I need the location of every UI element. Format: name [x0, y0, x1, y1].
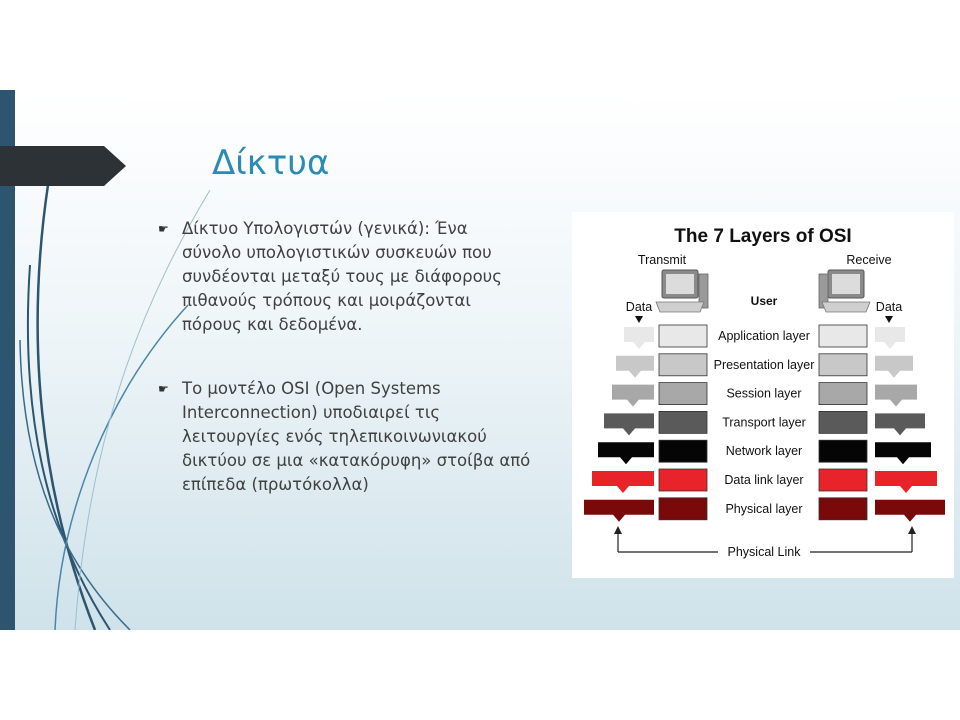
bullet-text: Δίκτυο Υπολογιστών (γενικά): Ένα σύνολο υπολογιστικών συσκευών που συνδέονται μεταξύ τους με διάφορους πιθανούς τρόπους και μοιράζονται πόρους και δεδομένα. [182, 219, 502, 334]
right-layer-block [819, 411, 867, 433]
osi-layer-row [584, 498, 945, 522]
left-layer-block [659, 354, 707, 376]
desktop-computer-icon [656, 270, 708, 312]
transmit-label: Transmit [637, 253, 687, 267]
right-data-tab [875, 385, 917, 407]
osi-layer-row [624, 325, 905, 349]
osi-layer-row [612, 383, 917, 407]
right-layer-block [819, 440, 867, 462]
right-layer-block [819, 325, 867, 347]
osi-layer-row [604, 411, 925, 435]
left-data-tab [592, 471, 654, 493]
left-layer-block [659, 383, 707, 405]
layer-name: Physical layer [725, 501, 803, 516]
right-data-tab [875, 442, 931, 464]
left-data-tab [604, 413, 654, 435]
bullet-list [158, 217, 558, 537]
right-layer-block [819, 469, 867, 491]
right-data-tab [875, 500, 945, 522]
layer-name: Presentation layer [713, 357, 815, 372]
osi-layer-row [592, 469, 937, 493]
title-arrow-shape [0, 146, 130, 186]
bullet-item [158, 377, 558, 497]
desktop-computer-icon [819, 270, 870, 312]
layer-name: Network layer [725, 444, 803, 459]
right-layer-block [819, 498, 867, 520]
left-layer-block [659, 498, 707, 520]
data-label-left: Data [625, 300, 653, 314]
osi-layer-row [616, 354, 913, 378]
left-layer-block [659, 469, 707, 491]
up-arrow-icon [908, 526, 916, 534]
right-data-tab [875, 471, 937, 493]
left-data-tab [598, 442, 654, 464]
osi-layers-figure [572, 212, 954, 578]
left-data-tab [584, 500, 654, 522]
right-pointing-hand-icon: ☛ [158, 222, 169, 236]
layer-name: Data link layer [724, 473, 804, 487]
up-arrow-icon [614, 526, 622, 534]
left-data-tab [616, 356, 654, 378]
right-layer-block [819, 354, 867, 376]
layer-name: Session layer [726, 386, 802, 401]
slide-title: Δίκτυα [212, 143, 330, 183]
left-data-tab [624, 327, 654, 349]
left-layer-block [659, 440, 707, 462]
left-data-tab [612, 385, 654, 407]
left-layer-block [659, 411, 707, 433]
user-label: User [750, 294, 778, 308]
osi-diagram [572, 212, 954, 578]
bullet-item [158, 217, 558, 337]
osi-figure-title: The 7 Layers of OSI [674, 226, 852, 247]
left-layer-block [659, 325, 707, 347]
down-arrow-icon [635, 316, 643, 323]
right-layer-block [819, 383, 867, 405]
osi-layer-row [598, 440, 931, 464]
right-pointing-hand-icon: ☛ [158, 382, 169, 396]
down-arrow-icon [885, 316, 893, 323]
right-data-tab [875, 327, 905, 349]
right-data-tab [875, 413, 925, 435]
right-data-tab [875, 356, 913, 378]
bullet-text: Το μοντέλο OSI (Open Systems Interconnection) υποδιαιρεί τις λειτουργίες ενός τηλεπικοινωνιακού δικτύου σε μια «κατακόρυφη» στοίβα από επίπεδα (πρωτόκολλα) [182, 379, 531, 494]
layer-name: Application layer [718, 329, 810, 343]
physical-link-label: Physical Link [727, 545, 801, 559]
slide [0, 90, 960, 630]
receive-label: Receive [846, 253, 892, 267]
layer-name: Transport layer [722, 415, 806, 430]
data-label-right: Data [875, 300, 903, 314]
